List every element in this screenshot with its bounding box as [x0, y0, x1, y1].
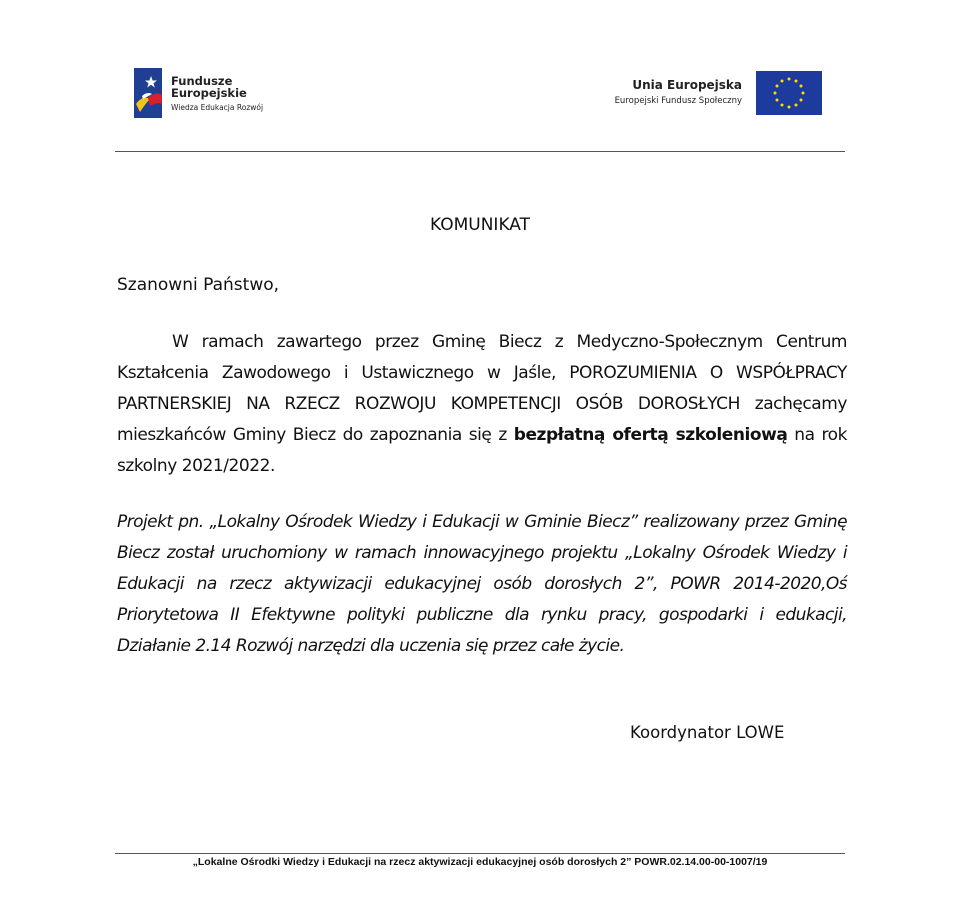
footer-project-reference: „Lokalne Ośrodki Wiedzy i Edukacji na rzecz aktywizacji edukacyjnej osób dorosłych 2” POWR.02.14.00-00-1007/19 — [192, 856, 768, 868]
eu-flag-icon — [756, 71, 822, 115]
paragraph-invitation — [117, 327, 847, 482]
signature: Koordynator LOWE — [630, 723, 785, 742]
document-title: KOMUNIKAT — [430, 215, 530, 235]
fe-title-line1: Fundusze — [171, 74, 233, 88]
fe-title-line2: Europejskie — [171, 86, 247, 100]
free-training-offer-emphasis: bezpłatną ofertą szkoleniową — [513, 425, 788, 445]
paragraph-invitation-part2: na rok szkolny 2021/2022. — [117, 425, 847, 476]
fundusze-europejskie-flag-icon — [134, 68, 162, 118]
paragraph-invitation-part1: W ramach zawartego przez Gminę Biecz z Medyczno-Społecznym Centrum Kształcenia Zawodowego i Ustawicznego w Jaśle, POROZUMIENIA O WSPÓŁPRACY PARTNERSKIEJ NA RZECZ ROZWOJU KOMPETENCJI OSÓB DOROSŁYCH zachęcamy mieszkańców Gminy Biecz do zapoznania się z — [117, 332, 847, 445]
fe-subtitle: Wiedza Edukacja Rozwój — [171, 103, 264, 112]
greeting: Szanowni Państwo, — [117, 275, 280, 295]
paragraph-project-info: Projekt pn. „Lokalny Ośrodek Wiedzy i Edukacji w Gminie Biecz” realizowany przez Gminę Biecz został uruchomiony w ramach innowacyjnego projektu „Lokalny Ośrodek Wiedzy i Edukacji na rzecz aktywizacji edukacyjnej osób dorosłych 2”, POWR 2014-2020,Oś Priorytetowa II Efektywne polityki publiczne dla rynku pracy, gospodarki i edukacji, Działanie 2.14 Rozwój narzędzi dla uczenia się przez całe życie. — [117, 512, 847, 656]
header-divider — [115, 151, 845, 152]
fundusze-europejskie-logo — [134, 68, 274, 120]
ue-subtitle: Europejski Fundusz Społeczny — [614, 96, 742, 106]
ue-title: Unia Europejska — [632, 78, 742, 92]
footer-divider — [115, 853, 845, 854]
unia-europejska-logo — [600, 70, 822, 116]
